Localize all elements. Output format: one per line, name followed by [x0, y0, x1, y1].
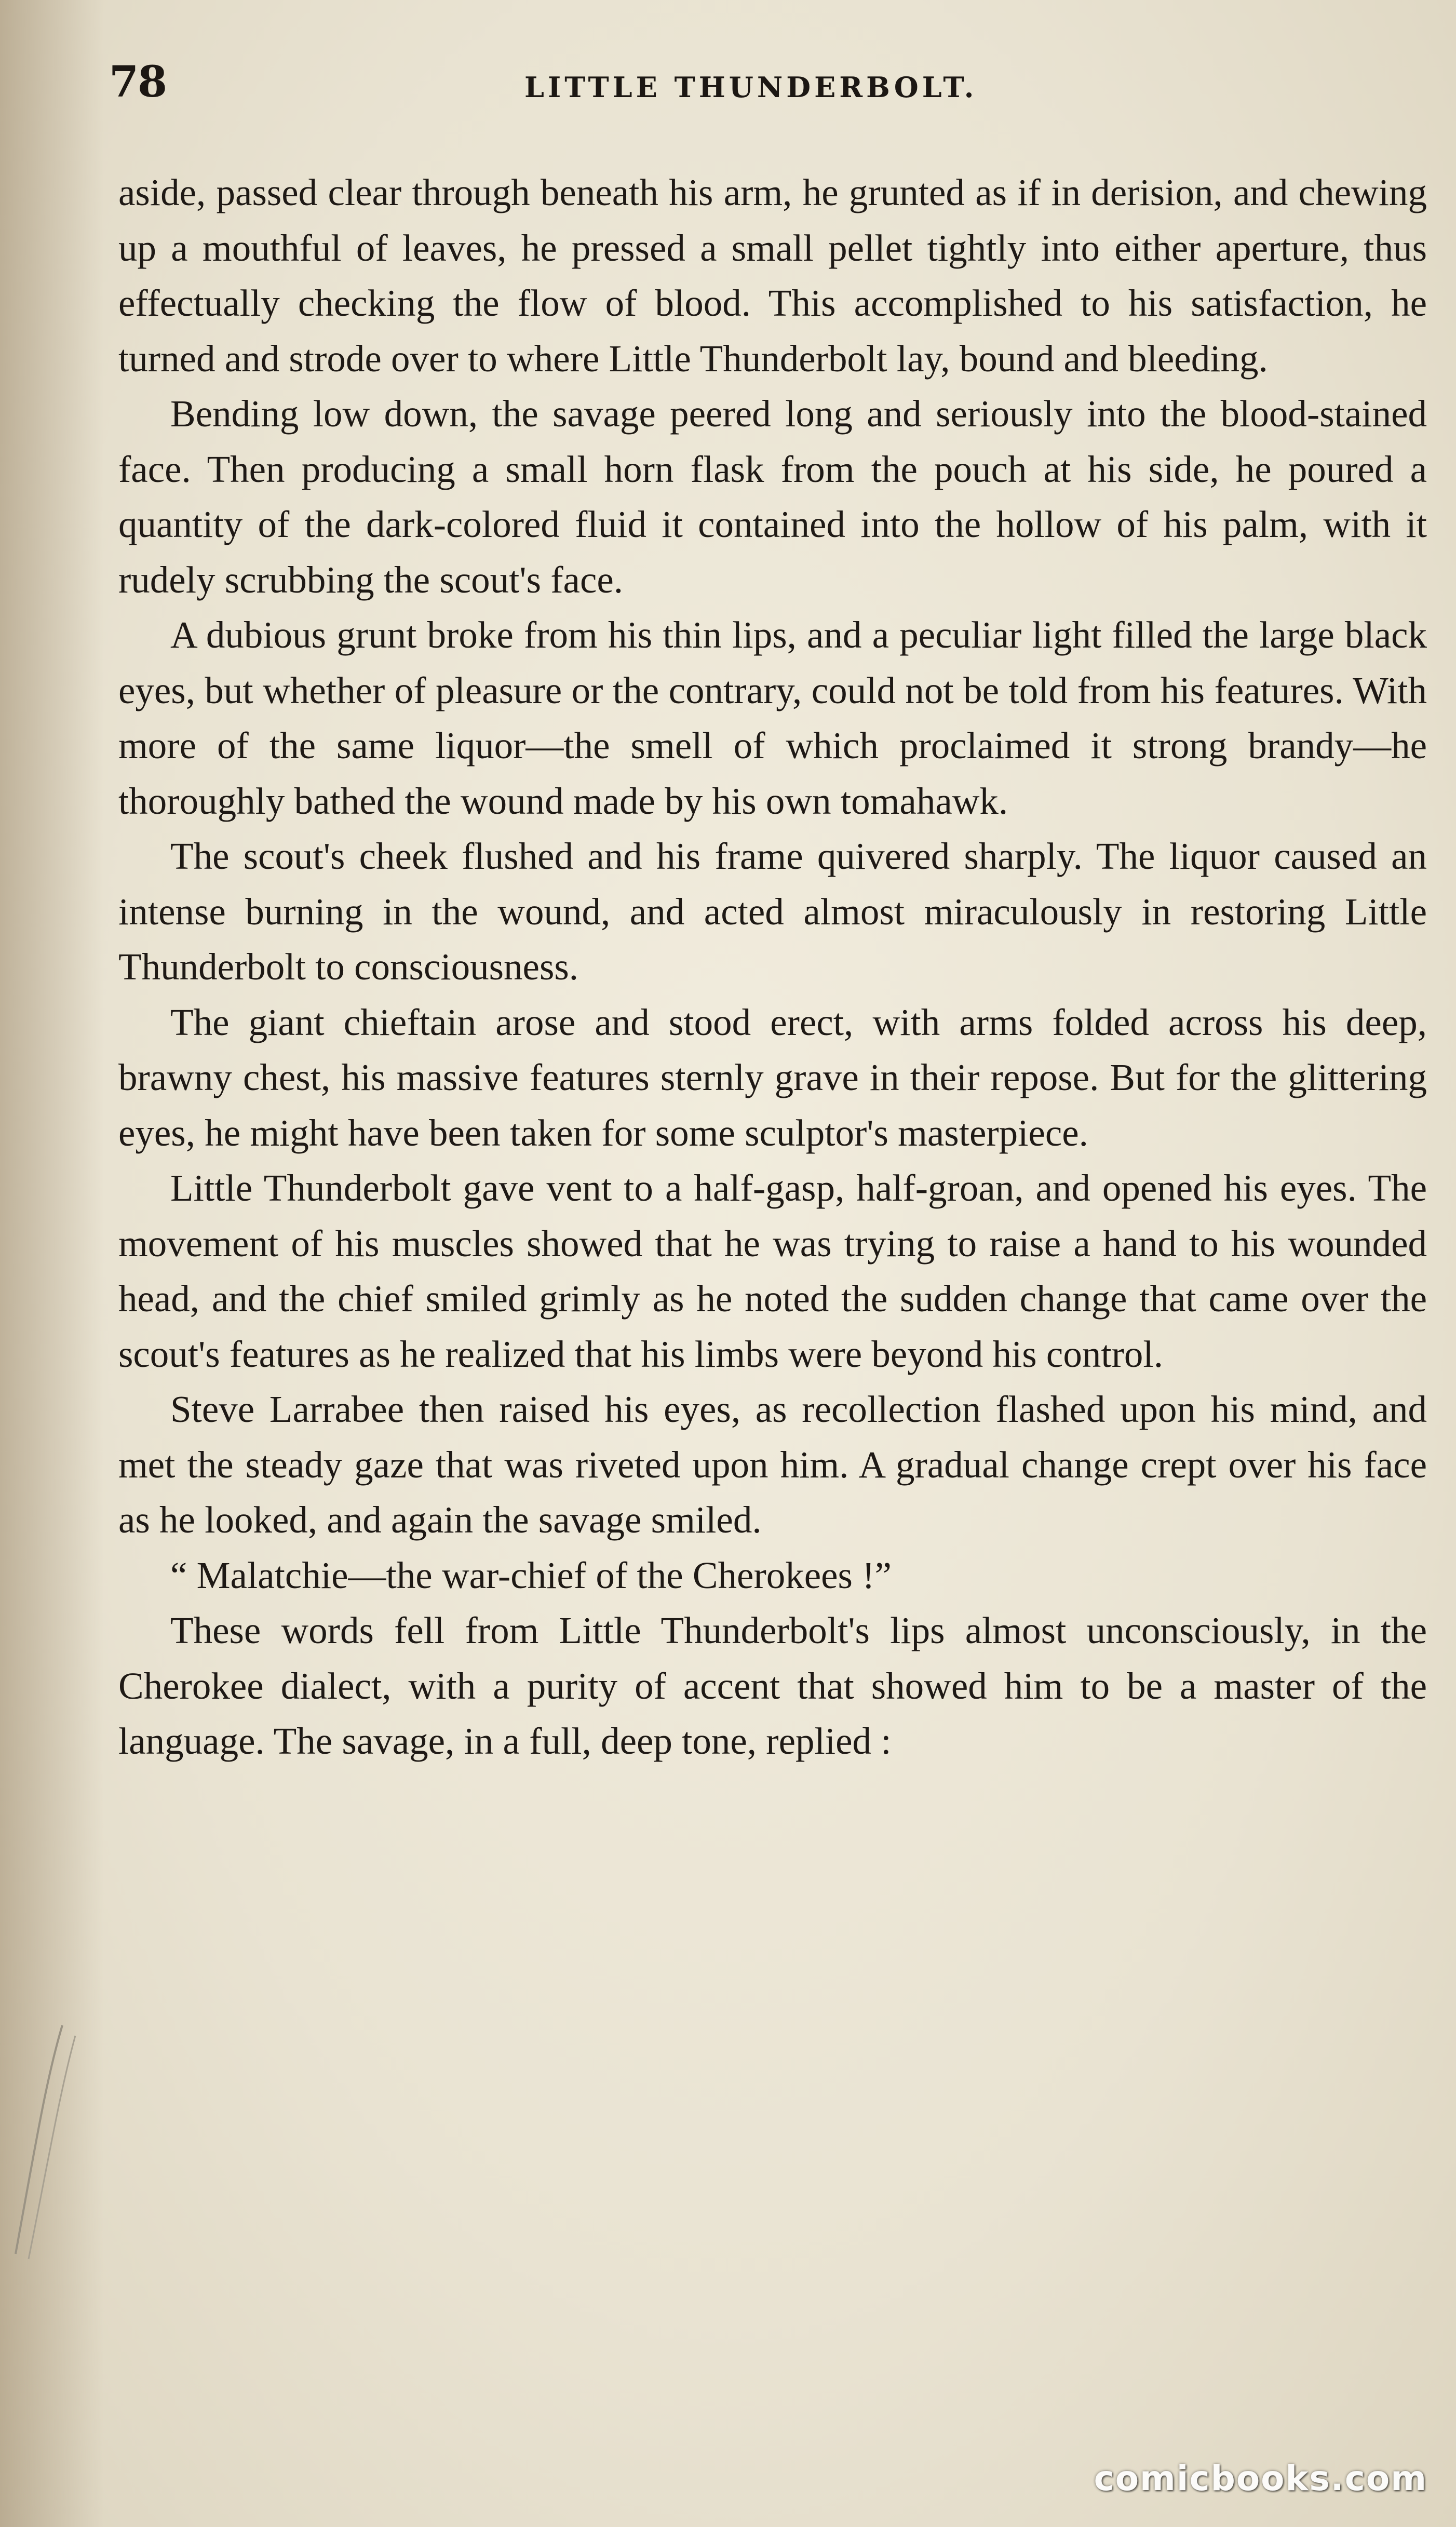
running-title: LITTLE THUNDERBOLT. — [524, 71, 978, 104]
paragraph: These words fell from Little Thunderbolt's lips almost unconsciously, in the Cherokee dialect, with a purity of accent that showed him to be a master of the language. The savage, in a full, deep tone, replied : — [118, 1609, 1427, 1762]
paragraph: The scout's cheek flushed and his frame quivered sharply. The liquor caused an intense burning in the wound, and acted almost miraculously in restoring Little Thunderbolt to consciousness. — [118, 835, 1427, 988]
paragraph: A dubious grunt broke from his thin lips, and a peculiar light filled the large black eyes, but whether of pleasure or the contrary, could not be told from his features. With more of the same liquor—the smell of which proclaimed it strong brandy—he thoroughly bathed the wound made by his own tomahawk. — [118, 614, 1427, 822]
paragraph: The giant chieftain arose and stood erect, with arms folded across his deep, brawny chest, his massive features sternly grave in their repose. But for the glittering eyes, he might have been taken for some sculptor's masterpiece. — [118, 1001, 1427, 1154]
pencil-mark — [5, 2015, 83, 2264]
site-watermark: comicbooks.com — [1094, 2458, 1427, 2498]
paragraph: Bending low down, the savage peered long and seriously into the blood-stained face. Then producing a small horn flask from the pouch at his side, he poured a quantity of the dark-colored fluid it contained into the hollow of his palm, with it rudely scrubbing the scout's face. — [118, 393, 1427, 601]
page-number: 78 — [109, 57, 167, 107]
page-header — [109, 57, 1428, 114]
body-text — [118, 165, 1427, 1769]
paragraph: Steve Larrabee then raised his eyes, as recollection flashed upon his mind, and met the steady gaze that was riveted upon him. A gradual change crept over his face as he looked, and again the savage smiled. — [118, 1388, 1427, 1541]
dialogue-line: “ Malatchie—the war-chief of the Cherokees !” — [170, 1554, 892, 1596]
paragraph: aside, passed clear through beneath his arm, he grunted as if in derision, and chewing up a mouthful of leaves, he pressed a small pellet tightly into either aperture, thus effectually checking the flow of blood. This accomplished to his satisfaction, he turned and strode over to where Little Thunderbolt lay, bound and bleeding. — [118, 171, 1427, 380]
paragraph: Little Thunderbolt gave vent to a half-gasp, half-groan, and opened his eyes. The movement of his muscles showed that he was trying to raise a hand to his wounded head, and the chief smiled grimly as he noted the sudden change that came over the scout's features as he realized that his limbs were beyond his control. — [118, 1167, 1427, 1375]
